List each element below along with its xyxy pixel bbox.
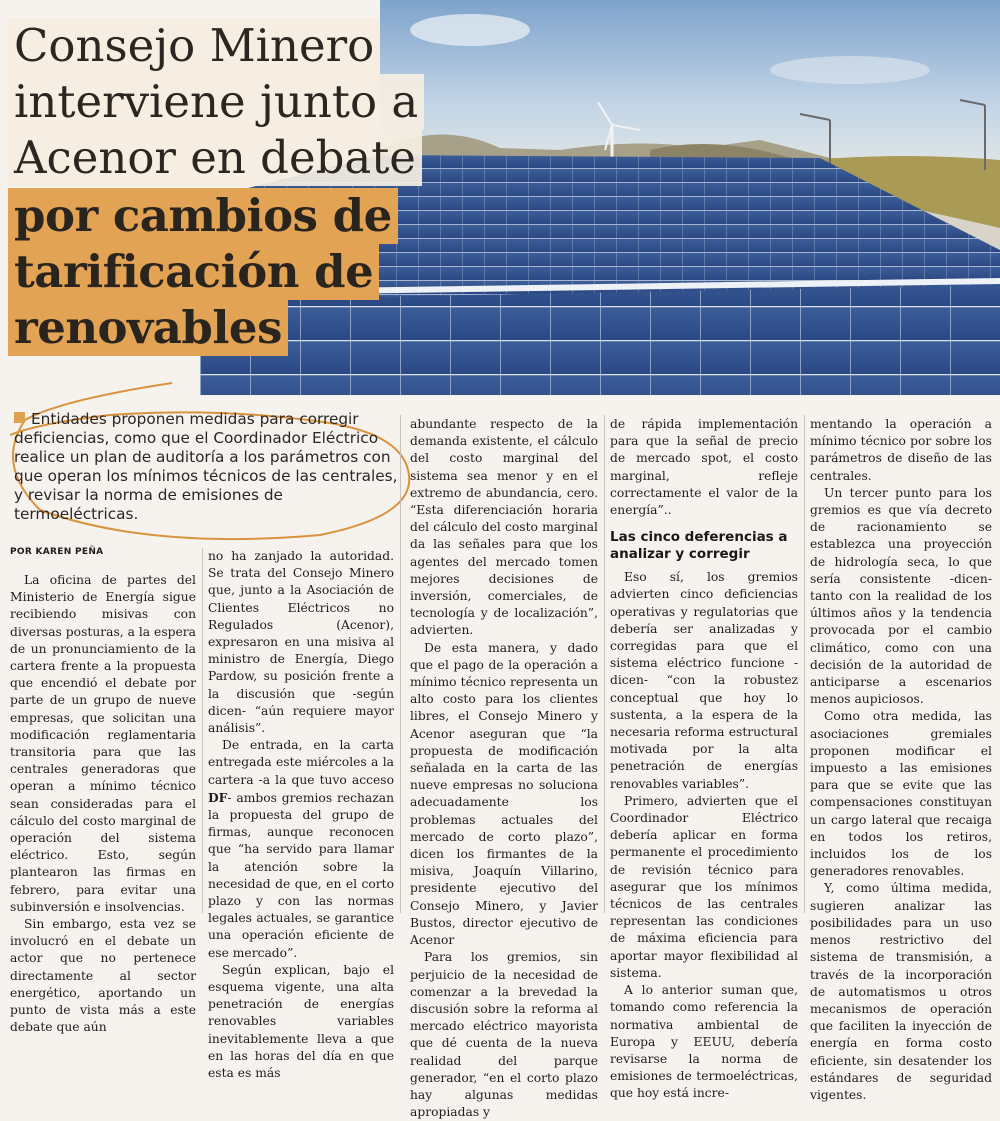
paragraph: Primero, advierten que el Coordinador Eléctrico debería aplicar en forma permanente el procedimiento de revisión técnico para asegurar que los mínimos técnicos de las centrales representan las condiciones de máxima eficiencia para aportar mayor flexibilidad al sistema. xyxy=(610,793,798,980)
paragraph: no ha zanjado la autoridad. Se trata del Consejo Minero que, junto a la Asociación de Clientes Eléctricos no Regulados (Acenor), expresaron en una misiva al ministro de Energía, Diego Pardow, su posición frente a la discusión que -según dicen- “aún requiere mayor análisis”. xyxy=(208,549,394,736)
headline-line-5: tarificación de xyxy=(8,244,379,300)
article-column-2 xyxy=(208,548,394,1082)
byline: POR KAREN PEÑA xyxy=(10,547,104,557)
article-column-5 xyxy=(810,416,992,1104)
article-column-3 xyxy=(410,416,598,1121)
headline-line-4: por cambios de xyxy=(8,188,398,244)
paragraph: abundante respecto de la demanda existente, el cálculo del costo marginal del sistema sea menor y en el extremo de abundancia, cero. “Esta diferenciación horaria del cálculo del costo marginal da las señales para que los agentes del mercado tomen mejores decisiones de inversión, comerciales, de tecnología y de localización”, advierten. xyxy=(410,417,598,638)
paragraph: De esta manera, y dado que el pago de la operación a mínimo técnico representa un alto costo para los clientes libres, el Consejo Minero y Acenor aseguran que “la propuesta de modificación señalada en la carta de las nueve empresas no soluciona adecuadamente los problemas actuales del mercado de corto plazo”, dicen los firmantes de la misiva, Joaquín Villarino, presidente ejecutivo del Consejo Minero, y Javier Bustos, director ejecutivo de Acenor xyxy=(410,640,598,948)
lead-bullet-icon xyxy=(14,412,25,423)
paragraph: Y, como última medida, sugieren analizar las posibilidades para un uso menos restrictivo del sistema de transmisión, a través de la incorporación de automatismos u otros mecanismos de operación que faciliten la inyección de energía en forma costo eficiente, sin desatender los estándares de seguridad vigentes. xyxy=(810,881,992,1102)
paragraph: De entrada, en la carta entregada este miércoles a la cartera -a la que tuvo acceso DF- ambos gremios rechazan la propuesta del grupo de firmas, aunque reconocen que “ha servido para llamar la atención sobre la necesidad de que, en el corto plazo y con las normas legales actuales, se garantice una operación eficiente de ese mercado”. xyxy=(208,738,394,960)
paragraph: de rápida implementación para que la señal de precio de mercado spot, el costo marginal, refleje correctamente el valor de la energía”.. xyxy=(610,417,798,518)
paragraph: mentando la operación a mínimo técnico por sobre los parámetros de diseño de las centrales. xyxy=(810,417,992,483)
headline-line-2: interviene junto a xyxy=(8,74,424,130)
paragraph: Para los gremios, sin perjuicio de la necesidad de comenzar a la brevedad la discusión sobre la reforma al mercado eléctrico mayorista que dé cuenta de la nueva realidad del parque generador, “en el corto plazo hay algunas medidas apropiadas y xyxy=(410,950,598,1120)
paragraph: Como otra medida, las asociaciones gremiales proponen modificar el impuesto a las emisiones para que se evite que las compensaciones constituyan un cargo lateral que recaiga en todos los retiros, incluidos los de los generadores renovables. xyxy=(810,709,992,879)
headline-line-6: renovables xyxy=(8,300,288,356)
article-column-1 xyxy=(10,572,196,1036)
paragraph: La oficina de partes del Ministerio de Energía sigue recibiendo misivas con diversas posturas, a la espera de un pronunciamiento de la cartera frente a la propuesta que encendió el debate por parte de un grupo de nueve empresas, que solicitan una modificación reglamentaria transitoria para que las centrales generadoras que operan a mínimo técnico sean consideradas para el cálculo del costo marginal de operación del sistema eléctrico. Esto, según plantearon las firmas en febrero, para evitar una subinversión e insolvencias. xyxy=(10,573,196,914)
headline-line-3: Acenor en debate xyxy=(8,130,422,186)
paragraph: A lo anterior suman que, tomando como referencia la normativa ambiental de Europa y EEUU, debería revisarse la norma de emisiones de termoeléctricas, que hoy está incre- xyxy=(610,983,798,1101)
paragraph: Eso sí, los gremios advierten cinco deficiencias operativas y regulatorias que debería ser analizadas y corregidas para que el sistema eléctrico funcione -dicen- “con la robustez conceptual que hoy lo sustenta, a la espera de la necesaria reforma estructural motivada por la alta penetración de energías renovables variables”. xyxy=(610,570,798,791)
lead-paragraph xyxy=(14,410,404,524)
section-subhead: Las cinco deferencias a analizar y corregir xyxy=(610,529,788,563)
headline-line-1: Consejo Minero xyxy=(8,18,380,74)
paragraph: Según explican, bajo el esquema vigente, una alta penetración de energías renovables variables inevitablemente lleva a que en las horas del día en que esta es más xyxy=(208,962,394,1081)
article-column-4 xyxy=(610,416,798,1103)
paragraph: Un tercer punto para los gremios es que vía decreto de racionamiento se establezca una proyección de hidrología seca, lo que sería consistente -dicen- tanto con la realidad de los últimos años y la tendencia provocada por el cambio climático, como con una decisión de la autoridad de anticiparse a escenarios menos aupiciosos. xyxy=(810,485,992,707)
lead-text: Entidades proponen medidas para corregir deficiencias, como que el Coordinador Eléctrico realice un plan de auditoría a los parámetros con que operan los mínimos técnicos de las centrales, y revisar la norma de emisiones de termoeléctricas. xyxy=(14,410,398,523)
paragraph: Sin embargo, esta vez se involucró en el debate un actor que no pertenece directamente al sector energético, aportando un punto de vista más a este debate que aún xyxy=(10,917,196,1035)
